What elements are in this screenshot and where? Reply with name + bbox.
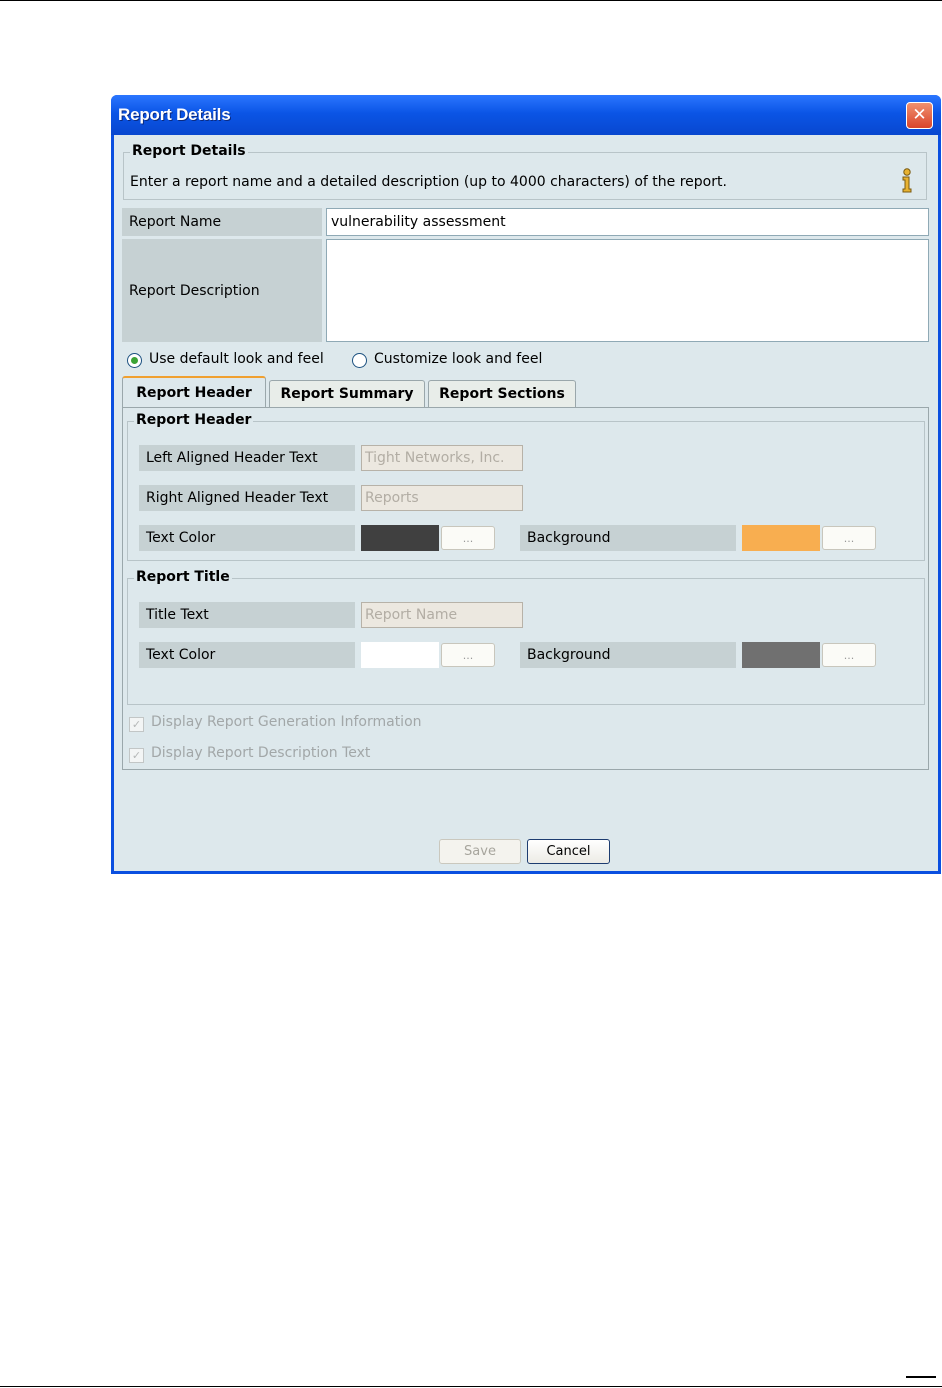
report-details-group [123,143,927,200]
report-details-dialog [111,95,941,874]
title-text-color-picker-button[interactable]: ... [441,643,495,667]
report-description-label: Report Description [122,239,322,342]
save-button[interactable]: Save [439,839,521,864]
header-text-color-swatch [361,525,439,551]
title-text-input[interactable]: Report Name [361,602,523,628]
title-background-swatch [742,642,820,668]
generation-info-label[interactable]: Display Report Generation Information [151,714,422,730]
title-text-label: Title Text [139,602,355,628]
title-background-picker-button[interactable]: ... [822,643,876,667]
report-details-legend: Report Details [132,143,246,159]
dialog-title: Report Details [118,105,231,124]
report-name-label: Report Name [122,208,322,236]
report-description-textarea[interactable] [326,239,929,342]
title-text-color-label: Text Color [139,642,355,668]
header-background-swatch [742,525,820,551]
tab-panel [122,407,929,770]
page-bottom-rule [0,1386,942,1387]
left-header-label: Left Aligned Header Text [139,445,355,471]
report-title-group [127,569,925,705]
tab-report-sections[interactable]: Report Sections [428,380,576,407]
right-header-label: Right Aligned Header Text [139,485,355,511]
description-text-label[interactable]: Display Report Description Text [151,745,371,761]
check-icon: ✓ [131,718,142,731]
report-name-input[interactable]: vulnerability assessment [326,208,929,236]
description-text-checkbox[interactable] [129,748,144,763]
tab-report-summary[interactable]: Report Summary [269,380,425,407]
customize-look-radio[interactable] [352,353,367,368]
header-text-color-label: Text Color [139,525,355,551]
title-text-color-swatch [361,642,439,668]
cancel-button[interactable]: Cancel [527,839,610,864]
default-look-radio[interactable] [127,353,142,368]
check-icon: ✓ [131,749,142,762]
right-header-input[interactable]: Reports [361,485,523,511]
generation-info-checkbox[interactable] [129,717,144,732]
default-look-label[interactable]: Use default look and feel [149,351,324,367]
title-background-label: Background [520,642,736,668]
header-background-label: Background [520,525,736,551]
page-corner-mark [906,1376,936,1378]
header-text-color-picker-button[interactable]: ... [441,526,495,550]
report-title-legend: Report Title [136,569,230,585]
report-header-group [127,412,925,561]
tab-report-header[interactable]: Report Header [122,376,266,407]
left-header-input[interactable]: Tight Networks, Inc. [361,445,523,471]
dialog-titlebar[interactable] [111,95,941,135]
report-header-legend: Report Header [136,412,252,428]
close-button[interactable] [906,102,933,129]
instructions-text: Enter a report name and a detailed description (up to 4000 characters) of the report. [130,174,727,190]
close-icon: ✕ [912,105,927,125]
info-icon [900,168,914,194]
page-top-rule [0,0,942,1]
header-background-picker-button[interactable]: ... [822,526,876,550]
dialog-body [114,135,938,871]
radio-selected-dot [131,357,138,364]
customize-look-label[interactable]: Customize look and feel [374,351,543,367]
